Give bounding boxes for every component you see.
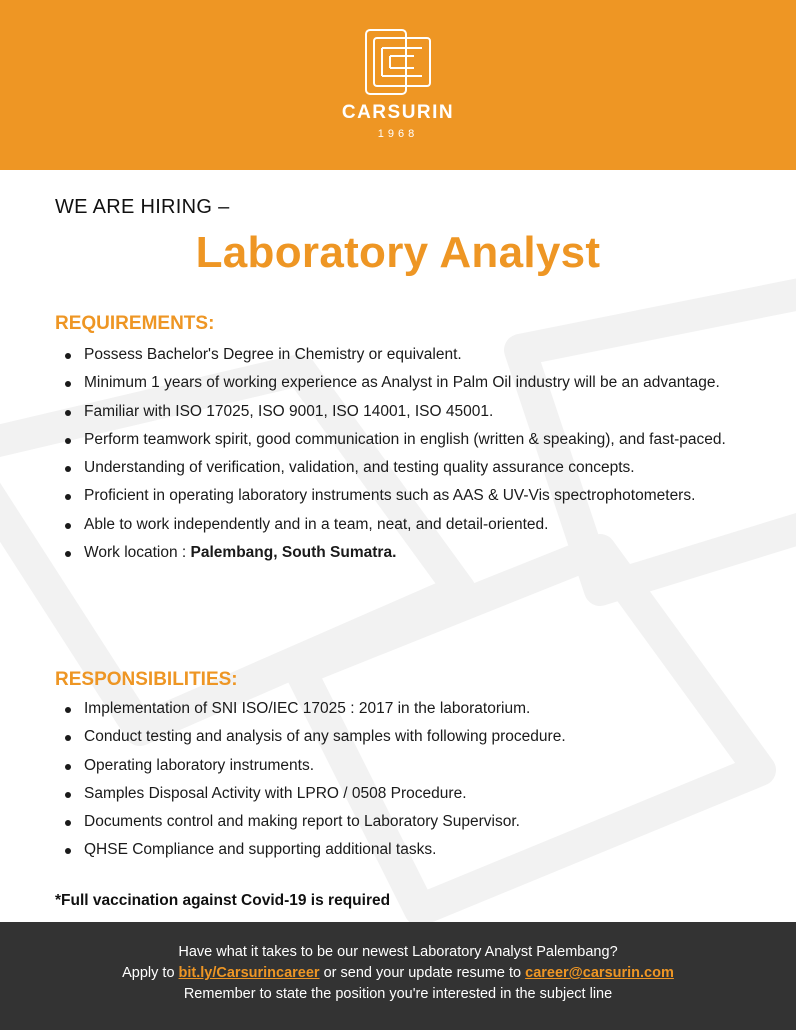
requirements-heading: [55, 313, 214, 335]
work-location-label: Work location :: [84, 544, 191, 562]
responsibility-item: Operating laboratory instruments.: [55, 752, 755, 780]
requirement-item: Possess Bachelor's Degree in Chemistry or equivalent.: [55, 341, 755, 369]
brand-year: 1968: [377, 128, 419, 140]
apply-middle-text: or send your update resume to: [319, 965, 526, 981]
responsibility-item: Implementation of SNI ISO/IEC 17025 : 2017 in the laboratorium.: [55, 695, 755, 723]
responsibility-item: QHSE Compliance and supporting additional tasks.: [55, 836, 755, 864]
requirement-item: Understanding of verification, validation, and testing quality assurance concepts.: [55, 454, 755, 482]
requirements-heading-text: REQUIREMENTS: [55, 313, 209, 334]
footer-apply-info: [0, 922, 796, 1030]
job-posting-body: [0, 170, 796, 922]
footer-tagline: Have what it takes to be our newest Laboratory Analyst Palembang?: [178, 944, 618, 960]
responsibility-item: Documents control and making report to Laboratory Supervisor.: [55, 808, 755, 836]
responsibility-item: Conduct testing and analysis of any samples with following procedure.: [55, 723, 755, 751]
footer-subject-note: Remember to state the position you're interested in the subject line: [183, 986, 613, 1002]
requirement-item: Familiar with ISO 17025, ISO 9001, ISO 14001, ISO 45001.: [55, 398, 755, 426]
work-location-value: Palembang, South Sumatra.: [190, 544, 397, 562]
requirements-list: [55, 341, 755, 567]
vaccination-note: *Full vaccination against Covid-19 is required: [55, 892, 391, 909]
footer-apply-line: [0, 965, 796, 981]
requirement-item: Minimum 1 years of working experience as Analyst in Palm Oil industry will be an advantage.: [55, 369, 755, 397]
apply-prefix: Apply to: [122, 965, 179, 981]
requirement-item: Perform teamwork spirit, good communication in english (written & speaking), and fast-paced.: [55, 426, 755, 454]
requirement-item-location: [55, 539, 755, 567]
career-link[interactable]: bit.ly/Carsurincareer: [178, 965, 320, 981]
requirement-item: Proficient in operating laboratory instruments such as AAS & UV-Vis spectrophotometers.: [55, 482, 755, 510]
brand-name: CARSURIN: [341, 102, 455, 123]
job-title: Laboratory Analyst: [195, 228, 601, 277]
responsibility-item: Samples Disposal Activity with LPRO / 0508 Procedure.: [55, 780, 755, 808]
header-banner: [0, 0, 796, 170]
requirement-item: Able to work independently and in a team, neat, and detail-oriented.: [55, 511, 755, 539]
responsibilities-list: [55, 695, 755, 865]
responsibilities-heading: RESPONSIBILITIES:: [55, 669, 238, 690]
hiring-label: WE ARE HIRING –: [55, 196, 230, 218]
career-email-link[interactable]: career@carsurin.com: [525, 965, 674, 981]
carsurin-c-logo-icon: [362, 28, 434, 98]
requirements-heading-colon: :: [208, 313, 215, 334]
